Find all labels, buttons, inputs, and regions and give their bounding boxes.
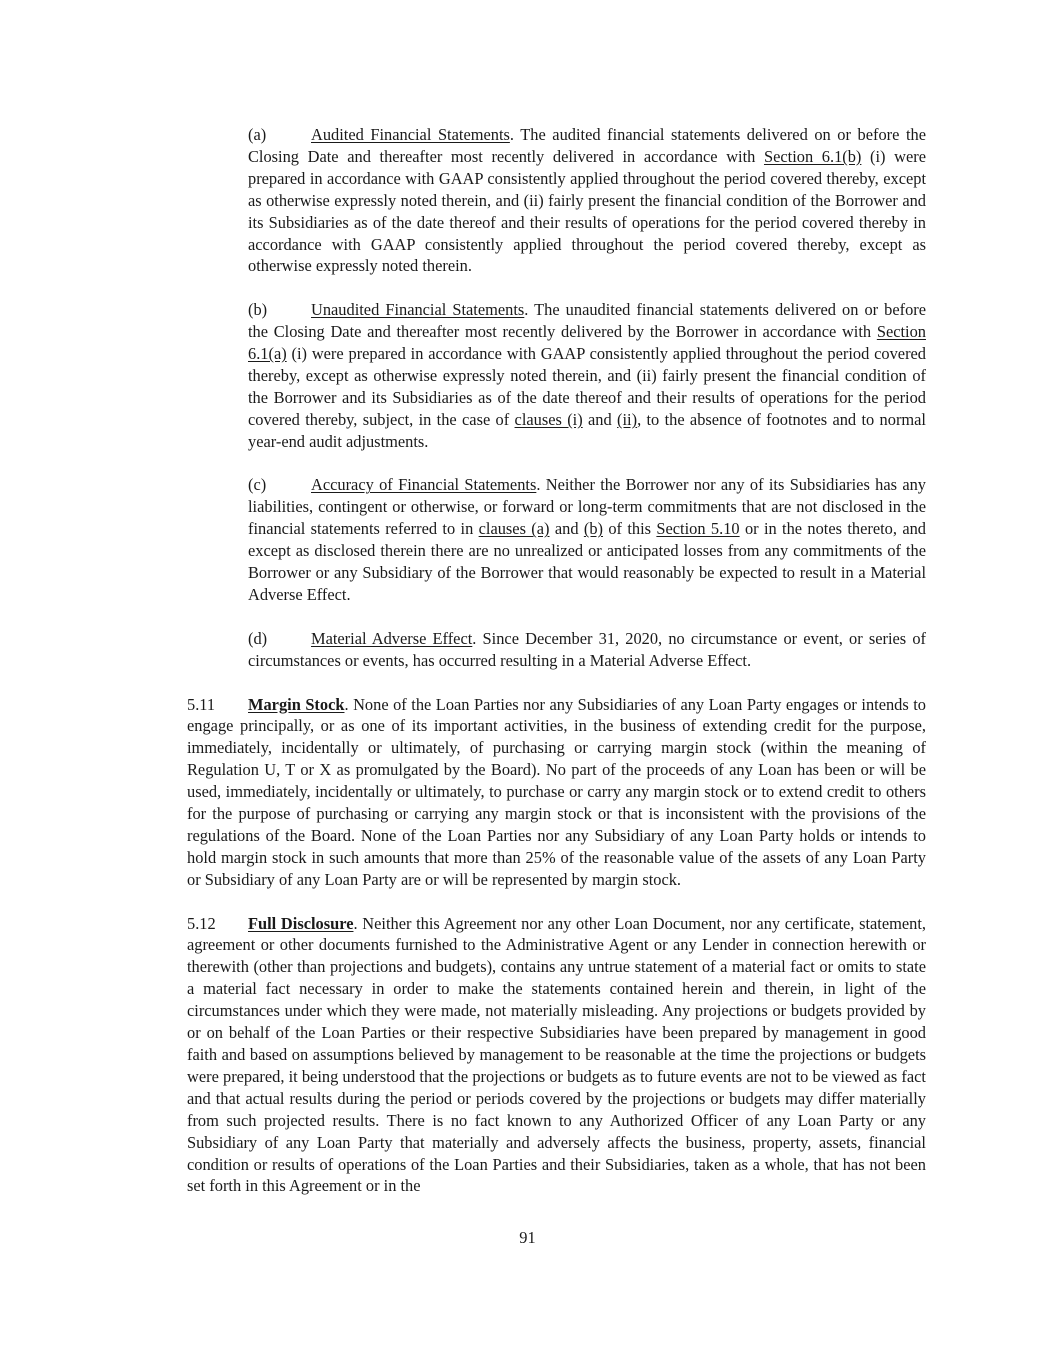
paragraph-text: . None of the Loan Parties nor any Subsidiaries of any Loan Party engages or intends to engage principally, or as one of its important activities, in the business of extending credit for the purpose, immediately, incidentally or ultimately, of purchasing or carrying margin stock (within the meaning of Regulation U, T or X as promulgated by the Board). No part of the proceeds of any Loan has been or will be used, immediately, incidentally or ultimately, to purchase or carry any margin stock or to extend credit to others for the purpose of purchasing or carrying any margin stock or that is inconsistent with the provisions of the regulations of the Board. None of the Loan Parties nor any Subsidiary of any Loan Party holds or intends to hold margin stock in such amounts that more than 25% of the reasonable value of the assets of any Loan Party or Subsidiary of any Loan Party are or will be represented by margin stock. bbox=[187, 694, 926, 889]
section-reference: Section 5.10 bbox=[656, 519, 740, 539]
paragraph-heading: Accuracy of Financial Statements bbox=[311, 475, 537, 495]
paragraph-text: . Since December 31, 2020, no circumstance or event, or series of circumstances or events, has occurred resulting in a Material Adverse Effect. bbox=[248, 628, 926, 670]
paragraph-text: . Neither this Agreement nor any other Loan Document, nor any certificate, statement, agreement or other documents furnished to the Administrative Agent or any Lender in connection herewith or therewith (other than projections and budgets), contains any untrue statement of a material fact or omits to state a material fact necessary in order to make the statements contained herein and therein, in light of the circumstances under which they were made, not materially misleading. Any projections or budgets provided by or on behalf of the Loan Parties or their respective Subsidiaries have been prepared by management in good faith and based on assumptions believed by management to be reasonable at the time the projections or budgets were prepared, it being understood that the projections or budgets as to future events are not to be viewed as fact and that actual results during the period or periods covered by the projections or budgets may differ materially from such projected results. There is no fact known to any Authorized Officer of any Loan Party or any Subsidiary of any Loan Party that materially and adversely affects the business, property, assets, financial condition or results of operations of the Loan Parties and their Subsidiaries, taken as a whole, that has not been set forth in this Agreement or in the bbox=[187, 913, 927, 1196]
page-number: 91 bbox=[519, 1228, 536, 1247]
paragraph-heading: Audited Financial Statements bbox=[311, 125, 510, 144]
clause-reference: clauses (a) bbox=[478, 519, 550, 539]
paragraph-d bbox=[248, 628, 926, 672]
section-heading: Full Disclosure bbox=[248, 913, 354, 933]
paragraph-number: (a) bbox=[248, 125, 267, 144]
paragraph-text: . The audited financial statements delivered on or before the Closing Date and thereafter most recently delivered in accordance with bbox=[248, 125, 926, 166]
paragraph-text: of this bbox=[603, 519, 657, 539]
paragraph-heading: Unaudited Financial Statements bbox=[311, 300, 525, 320]
paragraph-number: (c) bbox=[248, 475, 267, 495]
paragraph-text: or in the notes thereto, and except as disclosed therein there are no unrealized or anticipated losses from any commitments of the Borrower or any Subsidiary of the Borrower that would reasonably be expected to result in a Material Adverse Effect. bbox=[248, 519, 926, 604]
paragraph-text: , to the absence of footnotes and to normal year-end audit adjustments. bbox=[248, 409, 926, 451]
paragraph-heading: Material Adverse Effect bbox=[311, 628, 473, 648]
paragraph-number: (d) bbox=[248, 628, 268, 648]
section-number: 5.12 bbox=[187, 913, 216, 933]
paragraph-text: (i) were prepared in accordance with GAAP consistently applied throughout the period covered thereby, except as otherwise expressly noted therein, and (ii) fairly present the financial condition of the Borrower and its Subsidiaries as of the date thereof and their results of operations for the period covered thereby, subject, in the case of bbox=[248, 344, 926, 429]
paragraph-text: and bbox=[582, 409, 618, 429]
clause-reference: (ii) bbox=[617, 409, 638, 429]
document-body bbox=[124, 124, 926, 1197]
section-5-11 bbox=[187, 694, 926, 891]
paragraph-text: (i) were prepared in accordance with GAAP consistently applied throughout the period covered thereby, except as otherwise expressly noted therein, and (ii) fairly present the financial condition of the Borrower and its Subsidiaries as of the date thereof and their results of operations for the period covered thereby in accordance with GAAP consistently applied throughout the period covered thereby, except as otherwise expressly noted therein. bbox=[248, 146, 926, 276]
paragraph-c bbox=[248, 474, 926, 605]
paragraph-number: (b) bbox=[248, 300, 268, 320]
section-reference: Section 6.1(a) bbox=[248, 322, 926, 364]
clause-reference: (b) bbox=[583, 519, 603, 539]
section-5-12 bbox=[187, 913, 926, 1198]
paragraph-text: and bbox=[549, 519, 584, 539]
paragraph-a bbox=[248, 124, 926, 277]
section-number: 5.11 bbox=[187, 694, 216, 714]
section-heading: Margin Stock bbox=[248, 694, 345, 714]
paragraph-text: . Neither the Borrower nor any of its Subsidiaries has any liabilities, contingent or otherwise, or forward or long-term commitments that are not disclosed in the financial statements referred to in bbox=[248, 475, 926, 539]
paragraph-b bbox=[248, 299, 926, 452]
section-reference: Section 6.1(b) bbox=[763, 146, 862, 166]
clause-reference: clauses (i) bbox=[514, 409, 583, 429]
paragraph-text: . The unaudited financial statements delivered on or before the Closing Date and thereafter most recently delivered by the Borrower in accordance with bbox=[248, 300, 926, 342]
